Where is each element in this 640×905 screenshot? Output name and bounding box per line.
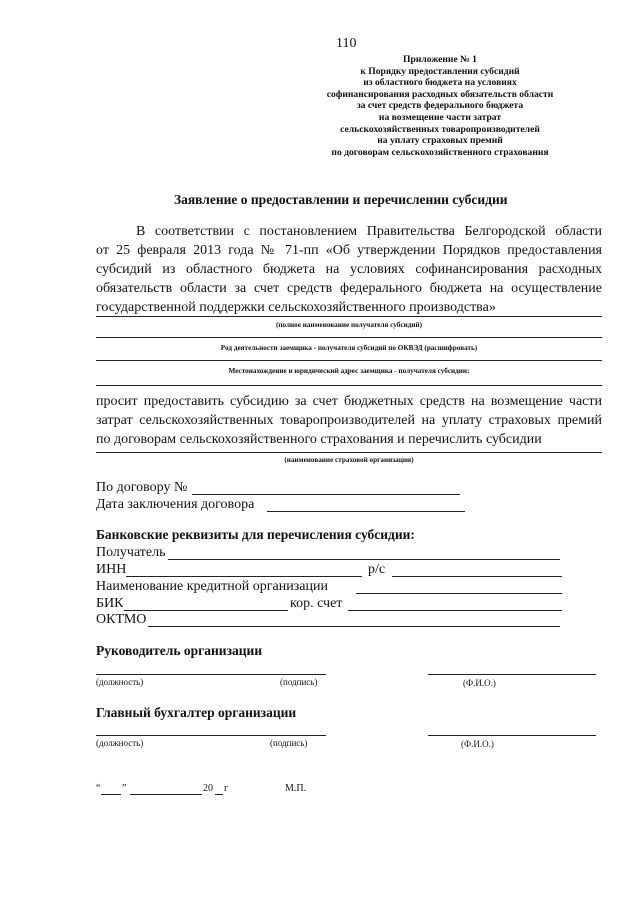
address-caption: Местонахождение и юридический адрес заемщика - получателя субсидии: (228, 367, 470, 375)
recipient-name-field[interactable] (96, 316, 602, 317)
accountant-position-caption: (должность) (96, 738, 144, 748)
corr-account-field[interactable] (348, 610, 562, 611)
date-year-field[interactable] (215, 794, 223, 795)
oktmo-label: ОКТМО (96, 612, 147, 627)
date-year-prefix: 20 (203, 783, 213, 794)
appendix-line: софинансирования расходных обязательств области (326, 88, 554, 100)
oktmo-field[interactable] (148, 626, 560, 627)
accountant-signature-caption: (подпись) (270, 738, 308, 748)
appendix-line: Приложение № 1 (403, 54, 477, 65)
contract-date-field[interactable] (267, 511, 465, 512)
contract-number-label: По договору № (96, 480, 188, 495)
inn-field[interactable] (126, 576, 362, 577)
head-title: Руководитель организации (96, 643, 263, 658)
recipient-field[interactable] (168, 559, 560, 560)
inn-label: ИНН (96, 562, 127, 577)
bank-name-field[interactable] (356, 593, 562, 594)
intro-line: субсидий из областного бюджета на условиях софинансирования расходных (96, 262, 602, 277)
date-day-field[interactable] (101, 794, 121, 795)
head-fio-field[interactable] (428, 674, 596, 675)
appendix-line: сельскохозяйственных товаропроизводителей (340, 123, 540, 135)
recipient-label: Получатель (96, 545, 166, 560)
head-signature-caption: (подпись) (280, 677, 318, 687)
bank-name-label: Наименование кредитной организации (96, 579, 328, 594)
intro-line: от 25 февраля 2013 года № 71-пп «Об утверждении Порядков предоставления (96, 243, 602, 258)
page-number: 110 (336, 36, 357, 51)
head-fio-caption: (Ф.И.О.) (463, 678, 496, 688)
appendix-line: к Порядку предоставления субсидий (360, 65, 520, 77)
date-quote-open: “ (96, 783, 101, 794)
date-quote-close: ” (122, 783, 127, 794)
accountant-title: Главный бухгалтер организации (96, 705, 297, 720)
bik-label: БИК (96, 596, 124, 611)
address-field[interactable] (96, 385, 602, 386)
appendix-header (300, 54, 580, 158)
okved-field[interactable] (96, 337, 602, 338)
account-field[interactable] (392, 576, 562, 577)
okved-caption: Род деятельности заемщика - получателя субсидий по ОКВЭД (расшифровать) (220, 344, 478, 352)
date-month-field[interactable] (130, 794, 202, 795)
appendix-line: на уплату страховых премий (377, 135, 503, 147)
insurer-field[interactable] (96, 452, 602, 453)
insurer-caption: (наименование страховой организации) (284, 456, 414, 464)
recipient-name-caption: (полное наименование получателя субсидий) (275, 321, 423, 329)
intro-paragraph (96, 222, 602, 317)
contract-number-field[interactable] (192, 494, 460, 495)
address-field-top[interactable] (96, 360, 602, 361)
intro-line: государственной поддержки сельскохозяйственного производства» (96, 300, 496, 315)
request-line: затрат сельскохозяйственных товаропроизводителей на уплату страховых премий (96, 413, 602, 428)
document-title: Заявление о предоставлении и перечислении субсидии (174, 192, 508, 207)
bik-field[interactable] (124, 610, 288, 611)
head-position-signature-field[interactable] (96, 674, 326, 675)
intro-line: обязательств области за счет средств федерального бюджета на осуществление (96, 281, 602, 296)
head-position-caption: (должность) (96, 677, 144, 687)
accountant-position-signature-field[interactable] (96, 735, 326, 736)
corr-account-label: кор. счет (290, 596, 343, 611)
intro-line: В соответствии с постановлением Правительства Белгородской области (136, 224, 602, 239)
appendix-line: из областного бюджета на условиях (363, 77, 517, 89)
appendix-line: по договорам сельскохозяйственного страхования (331, 146, 549, 158)
stamp-placeholder: М.П. (285, 783, 307, 794)
date-year-suffix: г (224, 783, 229, 794)
contract-date-label: Дата заключения договора (96, 497, 255, 512)
account-label: р/с (368, 562, 386, 577)
request-line: по договорам сельскохозяйственного страхования и перечислить субсидии (96, 432, 542, 447)
request-line: просит предоставить субсидию за счет бюджетных средств на возмещение части (96, 394, 602, 409)
accountant-fio-field[interactable] (428, 735, 596, 736)
appendix-line: на возмещение части затрат (378, 111, 502, 123)
bank-details-title: Банковские реквизиты для перечисления субсидии: (96, 527, 415, 542)
accountant-fio-caption: (Ф.И.О.) (461, 739, 494, 749)
appendix-line: за счет средств федерального бюджета (356, 100, 524, 112)
request-paragraph (96, 392, 602, 449)
